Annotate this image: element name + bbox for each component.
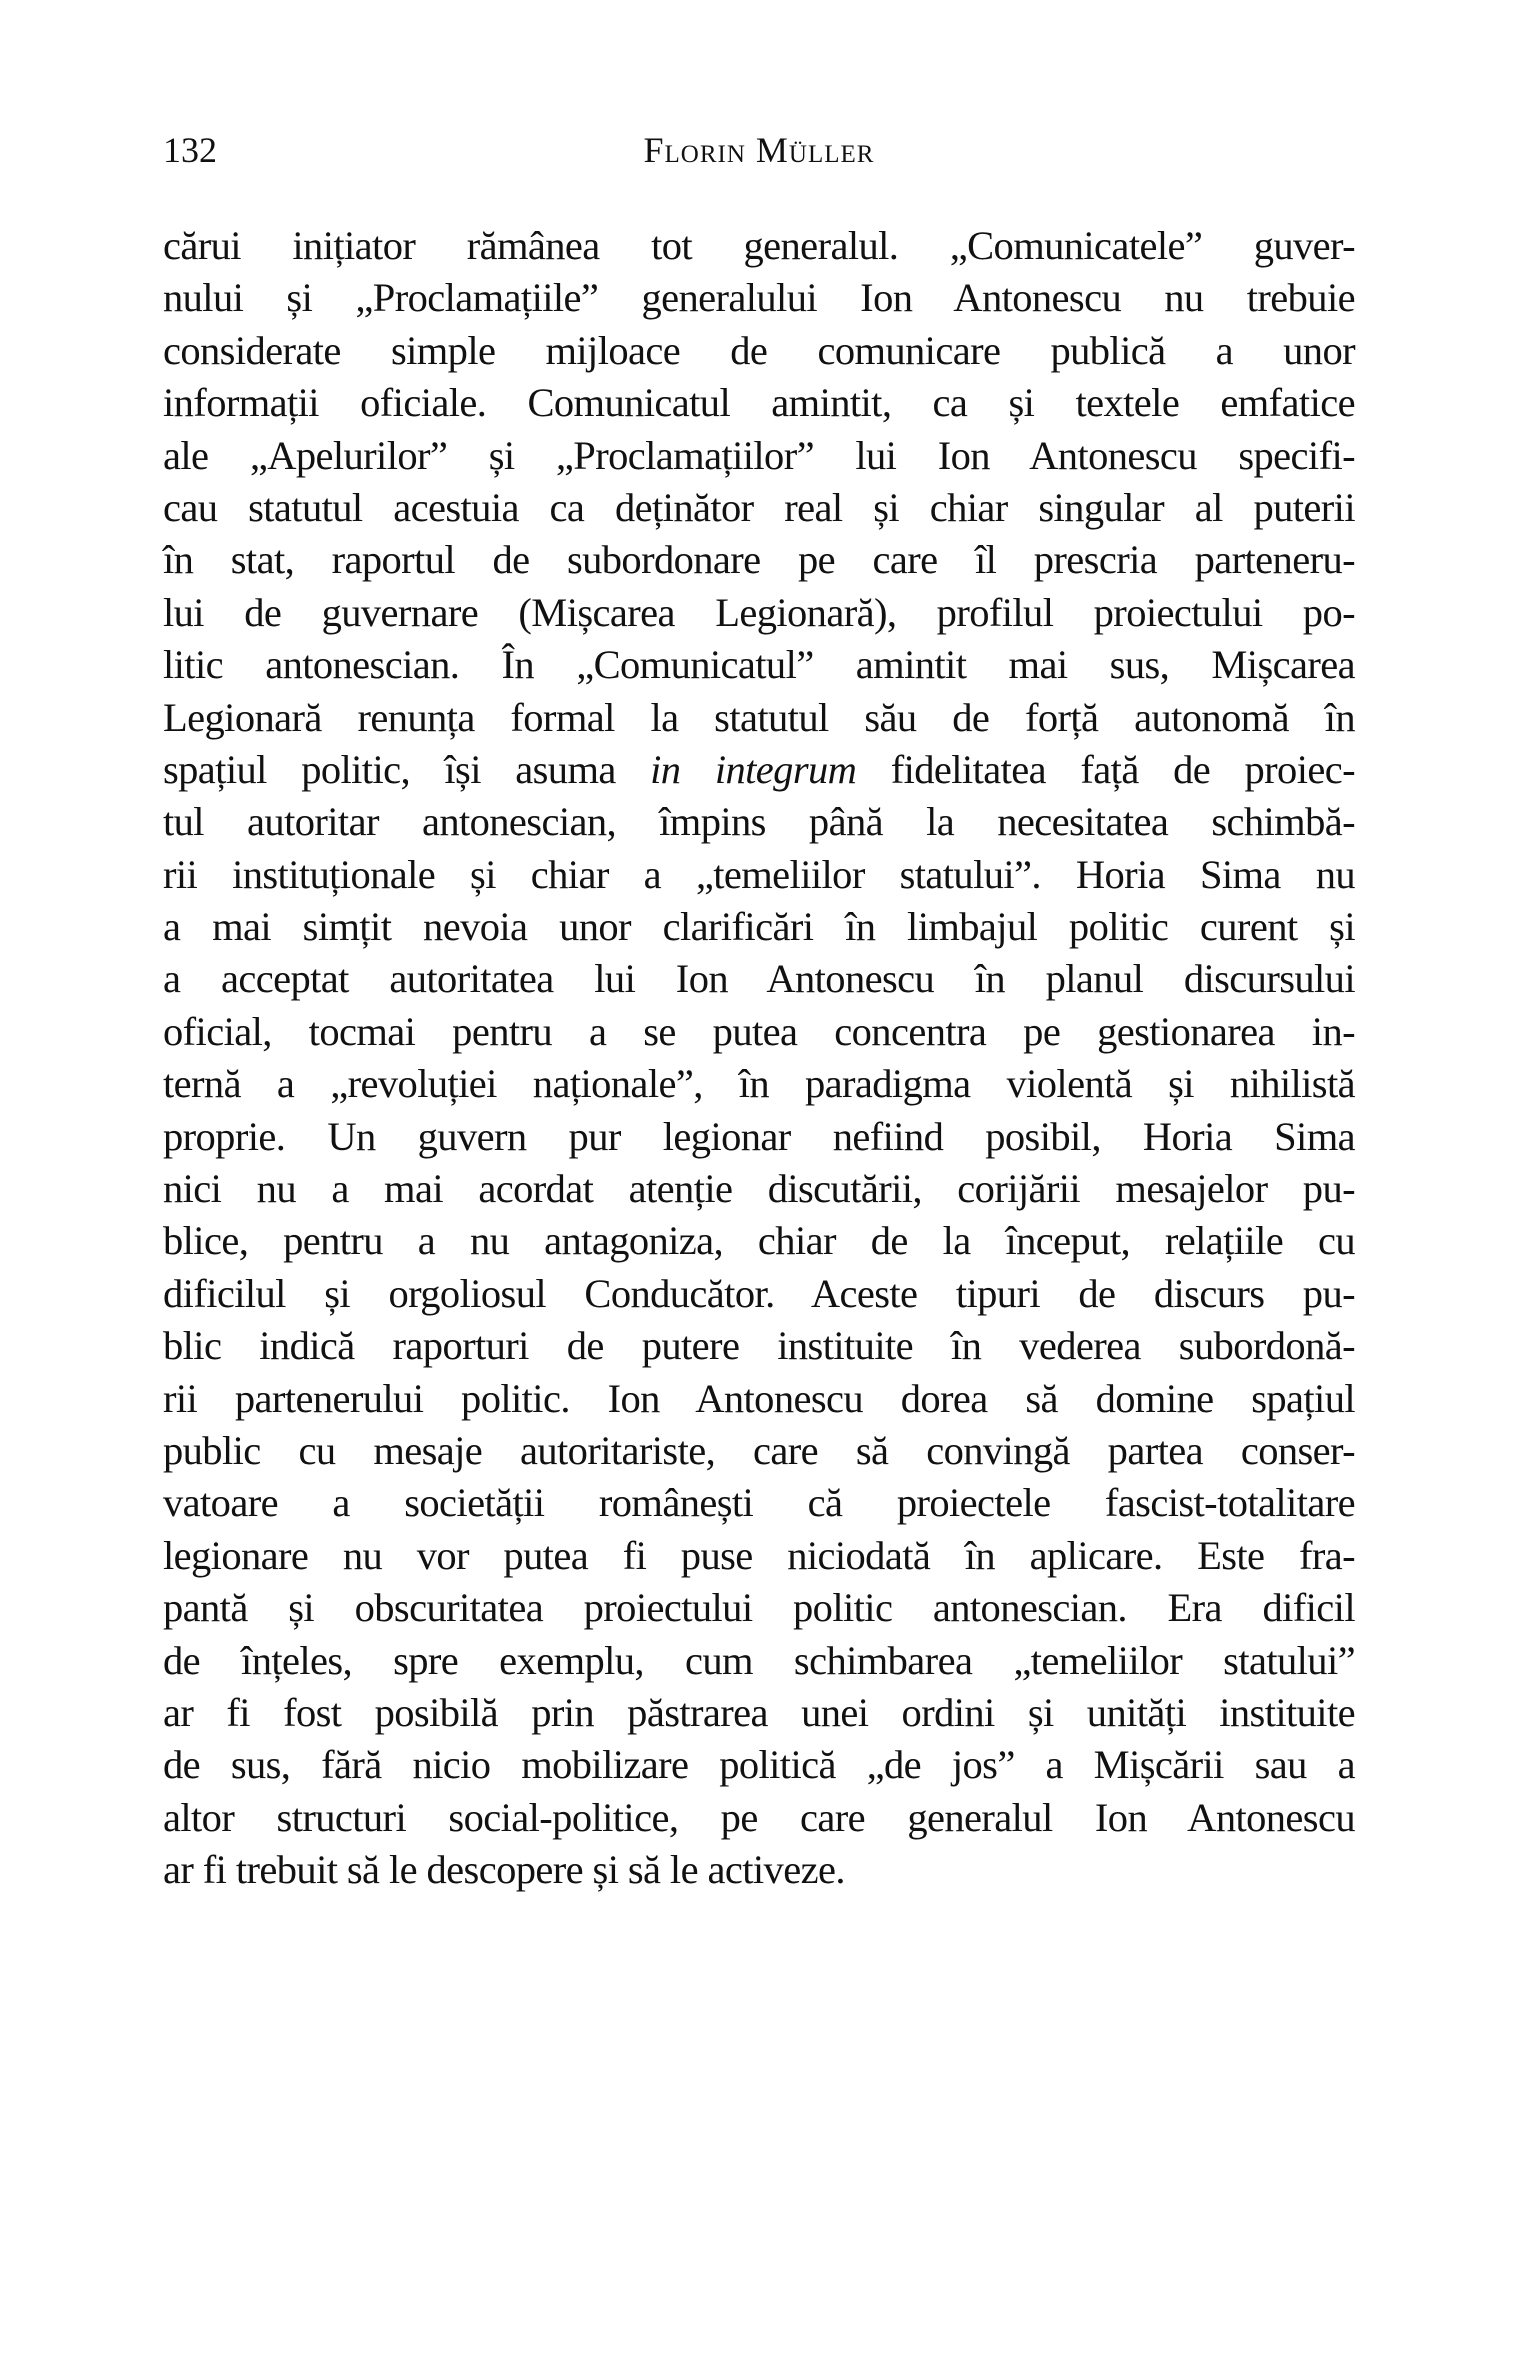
text-line: de sus, fără nicio mobilizare politică „de jos” a Mișcării sau a [163, 1742, 1355, 1788]
text-line: dificilul și orgoliosul Conducător. Aceste tipuri de discurs pu- [163, 1270, 1355, 1316]
text-line: lui de guvernare (Mișcarea Legionară), profilul proiectului po- [163, 589, 1355, 635]
text-line: proprie. Un guvern pur legionar nefiind posibil, Horia Sima [163, 1113, 1355, 1159]
page-number: 132 [163, 130, 217, 170]
text-line: blice, pentru a nu antagoniza, chiar de la început, relațiile cu [163, 1218, 1355, 1264]
italic-phrase: in integrum [650, 746, 857, 792]
text-line: ternă a „revoluției naționale”, în paradigma violentă și nihilistă [163, 1061, 1355, 1107]
text-line: rii partenerului politic. Ion Antonescu dorea să domine spațiul [163, 1375, 1355, 1421]
running-head [163, 128, 1355, 172]
text-line: cau statutul acestuia ca deținător real și chiar singular al puterii [163, 484, 1355, 530]
text-line: blic indică raporturi de putere instituite în vederea subordonă- [163, 1323, 1355, 1369]
text-segment: fidelitatea față de proiec- [856, 746, 1355, 792]
text-line: pantă și obscuritatea proiectului politic antonescian. Era dificil [163, 1585, 1355, 1631]
text-line: considerate simple mijloace de comunicare publică a unor [163, 327, 1355, 373]
text-line: vatoare a societății românești că proiectele fascist-totalitare [163, 1480, 1355, 1526]
text-line: a mai simțit nevoia unor clarificări în limbajul politic curent și [163, 904, 1355, 950]
text-line: de înțeles, spre exemplu, cum schimbarea „temeliilor statului” [163, 1637, 1355, 1683]
text-line: cărui inițiator rămânea tot generalul. „Comunicatele” guver- [163, 223, 1355, 268]
running-head-author: Florin Müller [643, 130, 875, 170]
body-paragraph [163, 220, 1355, 1897]
text-line: altor structuri social-politice, pe care generalul Ion Antonescu [163, 1794, 1355, 1840]
text-line: rii instituționale și chiar a „temeliilor statului”. Horia Sima nu [163, 851, 1355, 897]
text-line: în stat, raportul de subordonare pe care îl prescria parteneru- [163, 537, 1355, 583]
text-line: ale „Apelurilor” și „Proclamațiilor” lui Ion Antonescu specifi- [163, 432, 1355, 478]
text-line: legionare nu vor putea fi puse niciodată în aplicare. Este fra- [163, 1532, 1355, 1578]
text-line [163, 744, 1355, 796]
text-line: oficial, tocmai pentru a se putea concentra pe gestionarea in- [163, 1008, 1355, 1054]
text-line: informații oficiale. Comunicatul amintit, ca și textele emfatice [163, 380, 1355, 426]
text-segment: spațiul politic, își asuma [163, 746, 651, 792]
text-line: nici nu a mai acordat atenție discutării, corijării mesajelor pu- [163, 1166, 1355, 1212]
text-line: public cu mesaje autoritariste, care să convingă partea conser- [163, 1427, 1355, 1473]
text-line: nului și „Proclamațiile” generalului Ion Antonescu nu trebuie [163, 275, 1355, 321]
text-line: ar fi trebuit să le descopere și să le activeze. [163, 1847, 845, 1893]
text-line: Legionară renunța formal la statutul său de forță autonomă în [163, 694, 1355, 740]
text-line: a acceptat autoritatea lui Ion Antonescu în planul discursului [163, 956, 1355, 1002]
text-line: ar fi fost posibilă prin păstrarea unei ordini și unități instituite [163, 1689, 1355, 1735]
text-line: tul autoritar antonescian, împins până la necesitatea schimbă- [163, 799, 1355, 845]
text-line: litic antonescian. În „Comunicatul” amintit mai sus, Mișcarea [163, 642, 1355, 688]
